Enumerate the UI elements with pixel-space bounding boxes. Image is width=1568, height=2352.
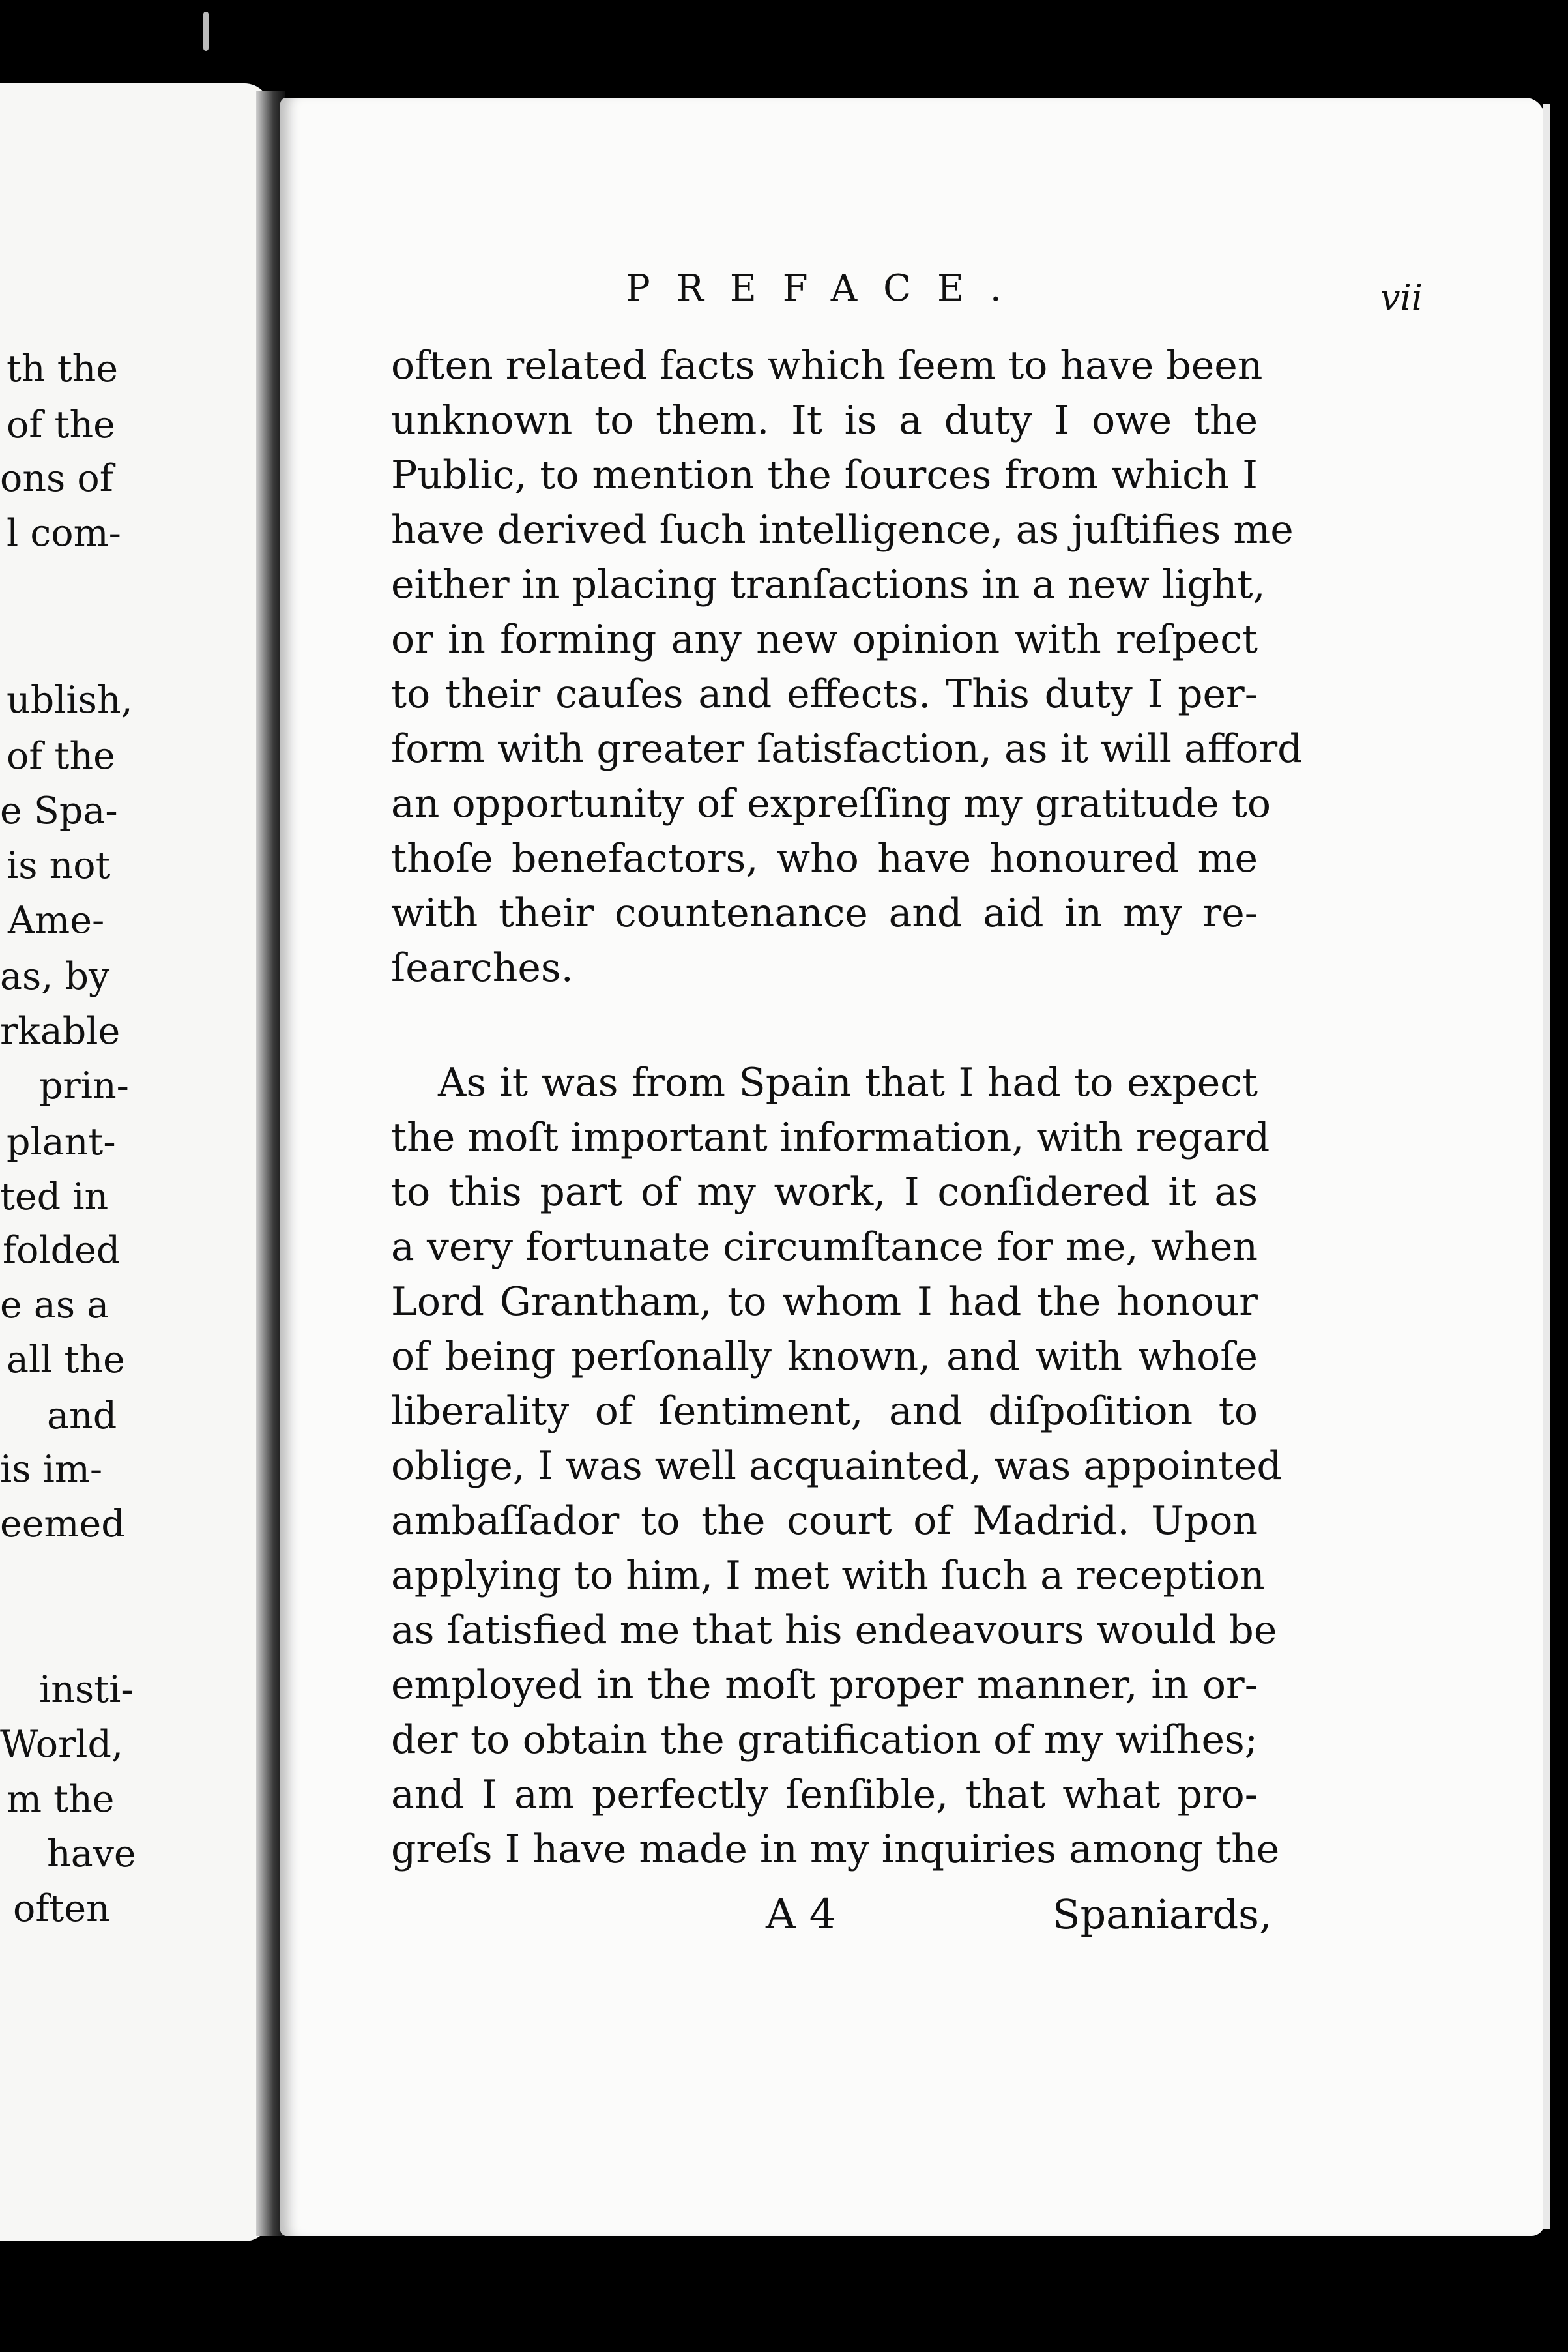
text-line: liberality of ſentiment, and diſpoſition to bbox=[391, 1389, 1258, 1434]
left-line-3: ons of bbox=[0, 457, 113, 500]
left-line-2: of the bbox=[7, 404, 115, 447]
left-line-23: m the bbox=[7, 1778, 115, 1821]
left-line-20: eemed bbox=[0, 1503, 125, 1546]
text-line: or in forming any new opinion with reſpect bbox=[391, 617, 1258, 662]
text-line: to this part of my work, I conſidered it as bbox=[391, 1169, 1258, 1215]
left-line-21: insti- bbox=[39, 1668, 134, 1711]
left-line-7: e Spa- bbox=[0, 789, 118, 832]
left-line-22: World, bbox=[0, 1723, 124, 1766]
left-line-8: is not bbox=[7, 844, 111, 887]
left-line-5: ublish, bbox=[7, 679, 133, 722]
left-line-9: Ame- bbox=[8, 899, 105, 942]
left-line-11: rkable bbox=[0, 1010, 121, 1053]
text-line: either in placing tranſactions in a new light, bbox=[391, 562, 1266, 608]
left-line-16: e as a bbox=[0, 1284, 109, 1327]
text-line: Public, to mention the ſources from which I bbox=[391, 452, 1258, 498]
text-line: applying to him, I met with ſuch a reception bbox=[391, 1553, 1265, 1598]
text-line: Lord Grantham, to whom I had the honour bbox=[391, 1279, 1258, 1325]
text-line: form with greater ſatisfaction, as it will afford bbox=[391, 726, 1303, 772]
text-line: As it was from Spain that I had to expect bbox=[438, 1060, 1258, 1106]
left-line-6: of the bbox=[7, 735, 115, 778]
text-line: employed in the moſt proper manner, in or- bbox=[391, 1662, 1258, 1708]
text-line: ambaſſador to the court of Madrid. Upon bbox=[391, 1498, 1258, 1544]
left-line-15: folded bbox=[3, 1229, 121, 1272]
text-line: often related facts which ſeem to have been bbox=[391, 343, 1263, 389]
text-line: greſs I have made in my inquiries among the bbox=[391, 1827, 1280, 1872]
text-line: unknown to them. It is a duty I owe the bbox=[391, 398, 1258, 443]
text-line: to their cauſes and effects. This duty I per- bbox=[391, 671, 1258, 717]
left-line-1: th the bbox=[7, 347, 119, 390]
text-line: with their countenance and aid in my re- bbox=[391, 890, 1258, 936]
text-line: oblige, I was well acquainted, was appointed bbox=[391, 1443, 1282, 1489]
text-line: have derived ſuch intelligence, as juſtifies me bbox=[391, 507, 1294, 553]
text-line: and I am perfectly ſenſible, that what pro- bbox=[391, 1772, 1258, 1817]
left-line-18: and bbox=[47, 1394, 117, 1437]
left-line-24: have bbox=[47, 1832, 136, 1875]
text-line: der to obtain the gratification of my wiſhes; bbox=[391, 1717, 1258, 1763]
left-line-13: plant- bbox=[7, 1121, 116, 1164]
text-line: ſearches. bbox=[391, 945, 573, 991]
left-line-17: all the bbox=[7, 1338, 125, 1381]
catchword: Spaniards, bbox=[1053, 1890, 1272, 1938]
left-line-14: ted in bbox=[0, 1175, 109, 1218]
left-line-12: prin- bbox=[39, 1065, 129, 1108]
left-line-25: often bbox=[13, 1887, 110, 1930]
page-number: vii bbox=[1380, 277, 1423, 318]
text-line: a very fortunate circumſtance for me, when bbox=[391, 1224, 1258, 1270]
left-line-19: is im- bbox=[0, 1448, 103, 1491]
text-line: thoſe benefactors, who have honoured me bbox=[391, 836, 1258, 881]
left-line-10: as, by bbox=[0, 955, 110, 998]
text-line: as ſatisfied me that his endeavours would be bbox=[391, 1608, 1277, 1653]
text-line: the moſt important information, with regard bbox=[391, 1115, 1270, 1160]
scan-artifact-mark bbox=[203, 12, 209, 51]
left-line-4: l com- bbox=[7, 512, 121, 555]
text-line: an opportunity of expreſſing my gratitude to bbox=[391, 781, 1271, 827]
left-facing-page bbox=[0, 83, 270, 2241]
running-head: PREFACE. bbox=[626, 267, 1028, 310]
page-edge bbox=[1543, 104, 1550, 2229]
signature-mark: A 4 bbox=[766, 1890, 836, 1939]
text-line: of being perſonally known, and with whoſe bbox=[391, 1334, 1258, 1379]
